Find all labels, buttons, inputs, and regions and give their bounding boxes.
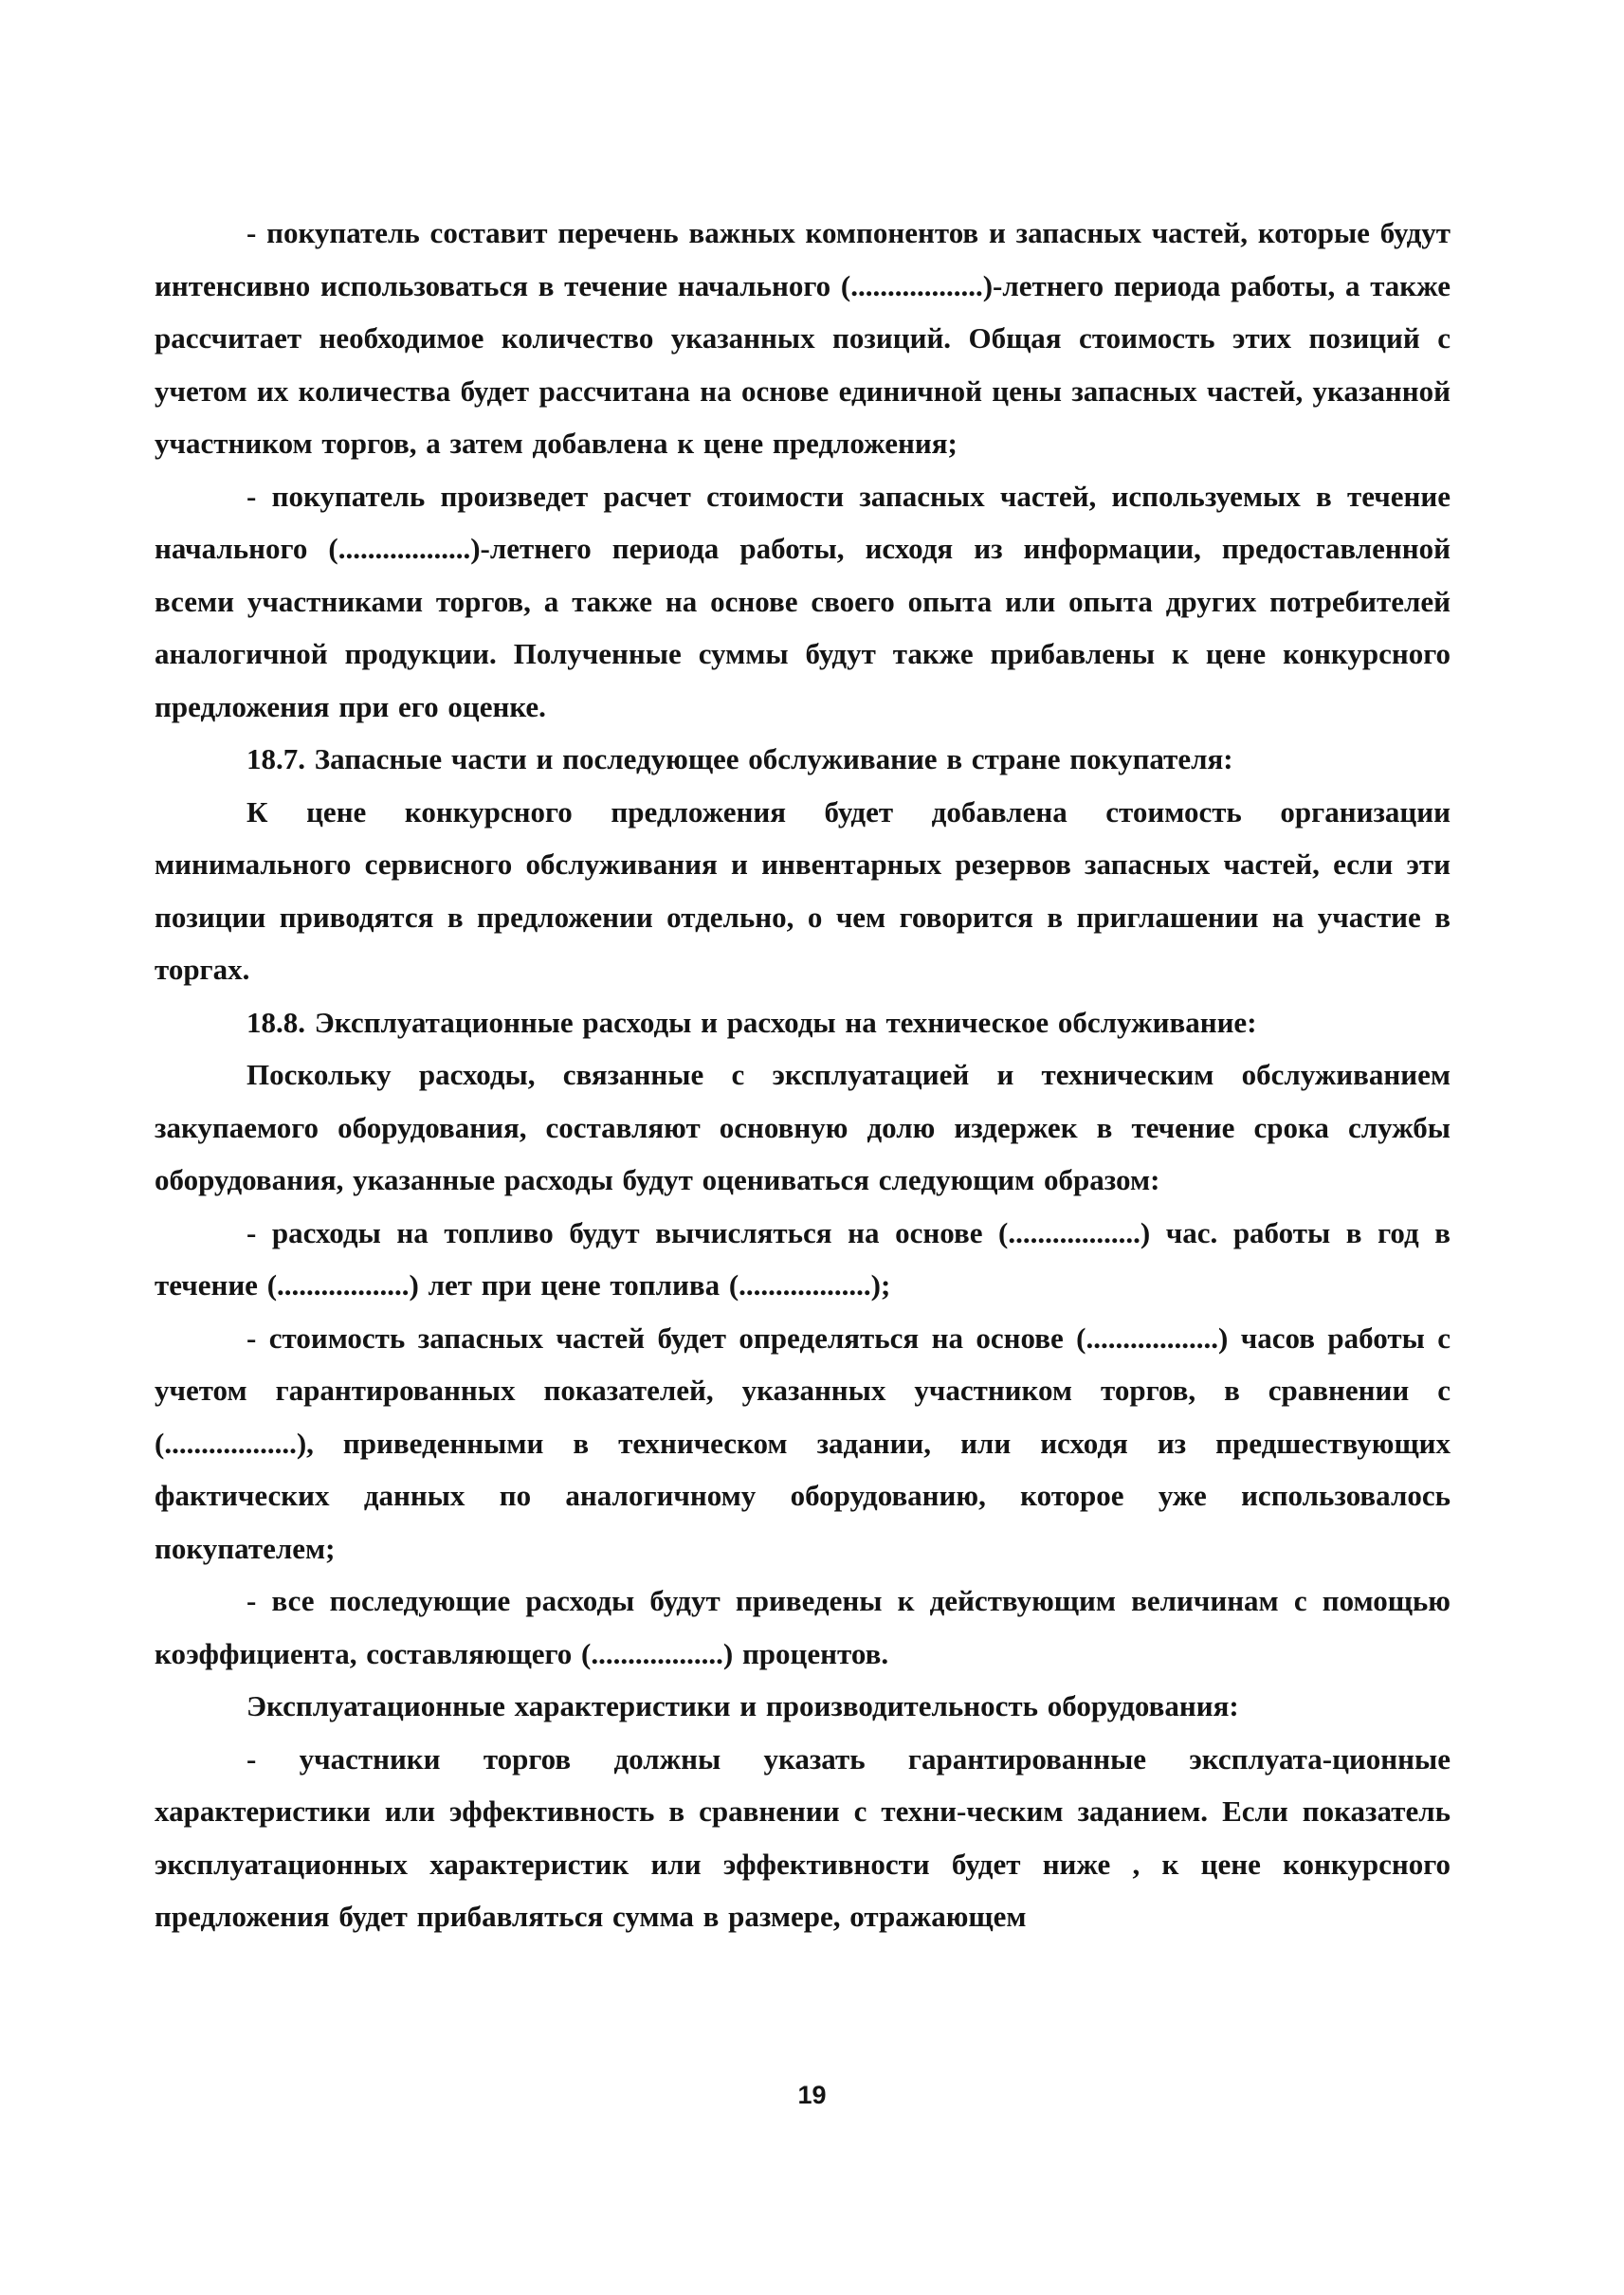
paragraph-spare-parts-list: - покупатель составит перечень важных компонентов и запасных частей, которые будут интенсивно использоваться в течение начального (..................)-летнего периода работы, а также рассчитает необходимое количество указанных позиций. Общая стоимость этих позиций с учетом их количества будет рассчитана на основе единичной цены запасных частей, указанной участником торгов, а затем добавлена к цене предложения; xyxy=(155,216,1451,460)
paragraph-fuel-costs: - расходы на топливо будут вычисляться на основе (..................) час. работы в год в течение (..................) лет при цене топлива (..................); xyxy=(155,1215,1451,1302)
page-number: 19 xyxy=(797,2081,827,2109)
paragraph-service-reserves: К цене конкурсного предложения будет добавлена стоимость организации минимального сервисного обслуживания и инвентарных резервов запасных частей, если эти позиции приводятся в предложении отдельно, о чем говорится в приглашении на участие в торгах. xyxy=(155,794,1451,986)
section-heading-18-7: 18.7. Запасные части и последующее обслуживание в стране покупателя: xyxy=(246,742,1233,775)
paragraph-discount-coefficient: - все последующие расходы будут приведены к действующим величинам с помощью коэффициента, составляющего (..................) процентов. xyxy=(155,1584,1451,1670)
document-body xyxy=(155,207,1451,1943)
paragraph-spare-parts-hours: - стоимость запасных частей будет определяться на основе (..................) часов работы с учетом гарантированных показателей, указанных участником торгов, в сравнении с (..................), приведенными в техническом задании, или исходя из предшествующих фактических данных по аналогичному оборудованию, которое уже использовалось покупателем; xyxy=(155,1321,1451,1565)
section-heading-performance: Эксплуатационные характеристики и производительность оборудования: xyxy=(246,1689,1239,1722)
section-heading-18-8: 18.8. Эксплуатационные расходы и расходы на техническое обслуживание: xyxy=(246,1005,1257,1039)
paragraph-operating-costs-intro: Поскольку расходы, связанные с эксплуатацией и техническим обслуживанием закупаемого оборудования, составляют основную долю издержек в течение срока службы оборудования, указанные расходы будут оцениваться следующим образом: xyxy=(155,1058,1451,1196)
paragraph-performance-guarantee: - участники торгов должны указать гарантированные эксплуата-ционные характеристики или эффективность в сравнении с техни-ческим заданием. Если показатель эксплуатационных характеристик или эффективности будет ниже , к цене конкурсного предложения будет прибавляться сумма в размере, отражающем xyxy=(155,1741,1451,1933)
paragraph-spare-parts-cost: - покупатель произведет расчет стоимости запасных частей, используемых в течение начального (..................)-летнего периода работы, исходя из информации, предоставленной всеми участниками торгов, а также на основе своего опыта или опыта других потребителей аналогичной продукции. Полученные суммы будут также прибавлены к цене конкурсного предложения при его оценке. xyxy=(155,479,1451,723)
